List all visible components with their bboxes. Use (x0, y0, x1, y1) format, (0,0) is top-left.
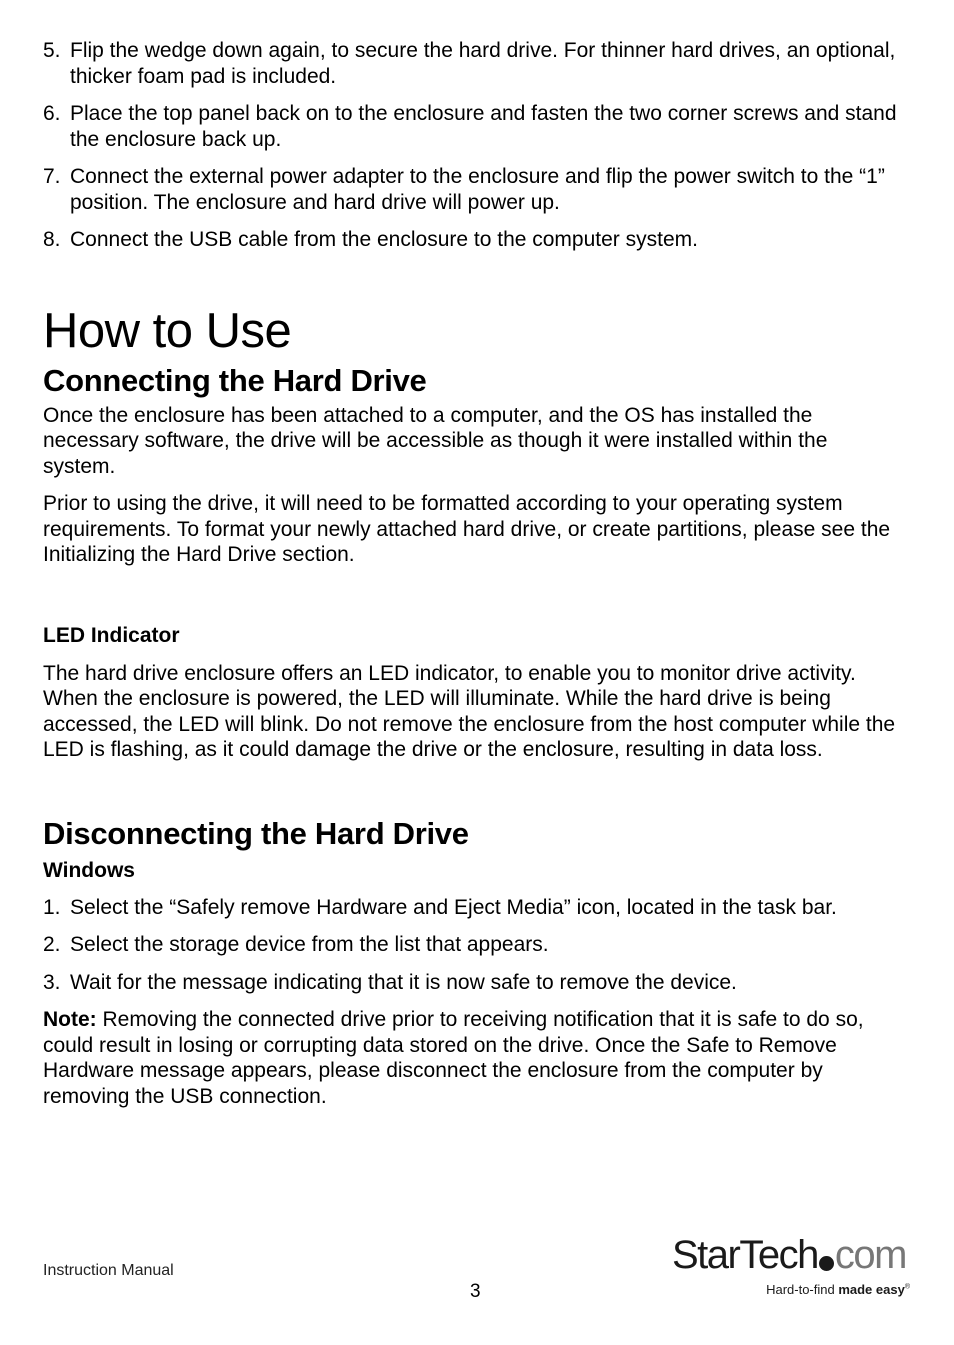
windows-subheading: Windows (43, 858, 135, 882)
step-text: Select the “Safely remove Hardware and Eject Media” icon, located in the task bar. (70, 895, 837, 919)
footer-document-title: Instruction Manual (43, 1262, 174, 1279)
step-text: Flip the wedge down again, to secure the hard drive. For thinner hard drives, an optional, thicker foam pad is included. (70, 39, 896, 88)
note-label: Note: (43, 1008, 97, 1031)
manual-page (43, 38, 903, 1109)
setup-steps-list (43, 38, 903, 253)
step-text: Place the top panel back on to the enclosure and fasten the two corner screws and stand the enclosure back up. (70, 102, 897, 151)
registered-mark: ® (904, 1283, 910, 1291)
list-item (43, 932, 903, 958)
section-title: How to Use (43, 303, 292, 358)
logo-tagline (766, 1282, 910, 1297)
list-item (43, 970, 903, 996)
connecting-paragraph-1: Once the enclosure has been attached to a computer, and the OS has installed the necessary software, the drive will be accessible as though it were installed within the system. (43, 403, 828, 478)
list-item (43, 101, 903, 152)
tagline-bold: made easy (838, 1282, 905, 1297)
disconnecting-heading: Disconnecting the Hard Drive (43, 815, 469, 851)
list-item (43, 38, 903, 89)
logo-dot-icon (819, 1256, 834, 1271)
connecting-paragraph-2: Prior to using the drive, it will need to be formatted according to your operating system requirements. To format your newly attached hard drive, or create partitions, please see the Initializing the Hard Drive section. (43, 492, 891, 566)
step-text: Select the storage device from the list that appears. (70, 933, 549, 956)
logo-brand: StarTech (672, 1233, 818, 1277)
step-number: 2. (43, 933, 61, 956)
step-number: 6. (43, 102, 61, 125)
led-paragraph: The hard drive enclosure offers an LED indicator, to enable you to monitor drive activity. When the enclosure is powered, the LED will illuminate. While the hard drive is being accessed, the LED will blink. Do not remove the enclosure from the host computer while the LED is flashing, as it could damage the drive or the enclosure, resulting in data loss. (43, 661, 896, 761)
list-item (43, 227, 903, 253)
step-number: 7. (43, 165, 61, 188)
logo-wordmark (672, 1232, 906, 1278)
step-number: 1. (43, 895, 61, 919)
step-text: Wait for the message indicating that it is now safe to remove the device. (70, 970, 737, 994)
tagline-regular: Hard-to-find (766, 1282, 839, 1297)
step-number: 5. (43, 39, 61, 62)
led-heading: LED Indicator (43, 623, 180, 647)
note-text: Removing the connected drive prior to receiving notification that it is safe to do so, could result in losing or corrupting data stored on the drive. Once the Safe to Remove Hardware message appears, please disconnect the enclosure from the computer by removing the USB connection. (43, 1008, 864, 1108)
list-item (43, 164, 903, 215)
windows-steps-list (43, 895, 903, 996)
note-paragraph (43, 1007, 903, 1109)
step-number: 3. (43, 970, 61, 994)
logo-tld: com (834, 1233, 906, 1277)
step-text: Connect the USB cable from the enclosure to the computer system. (70, 228, 698, 251)
page-number: 3 (470, 1281, 481, 1302)
step-text: Connect the external power adapter to the enclosure and flip the power switch to the “1” position. The enclosure and hard drive will power up. (70, 165, 885, 214)
connecting-heading: Connecting the Hard Drive (43, 362, 427, 398)
step-number: 8. (43, 228, 61, 251)
startech-logo (672, 1232, 912, 1304)
list-item (43, 895, 903, 921)
